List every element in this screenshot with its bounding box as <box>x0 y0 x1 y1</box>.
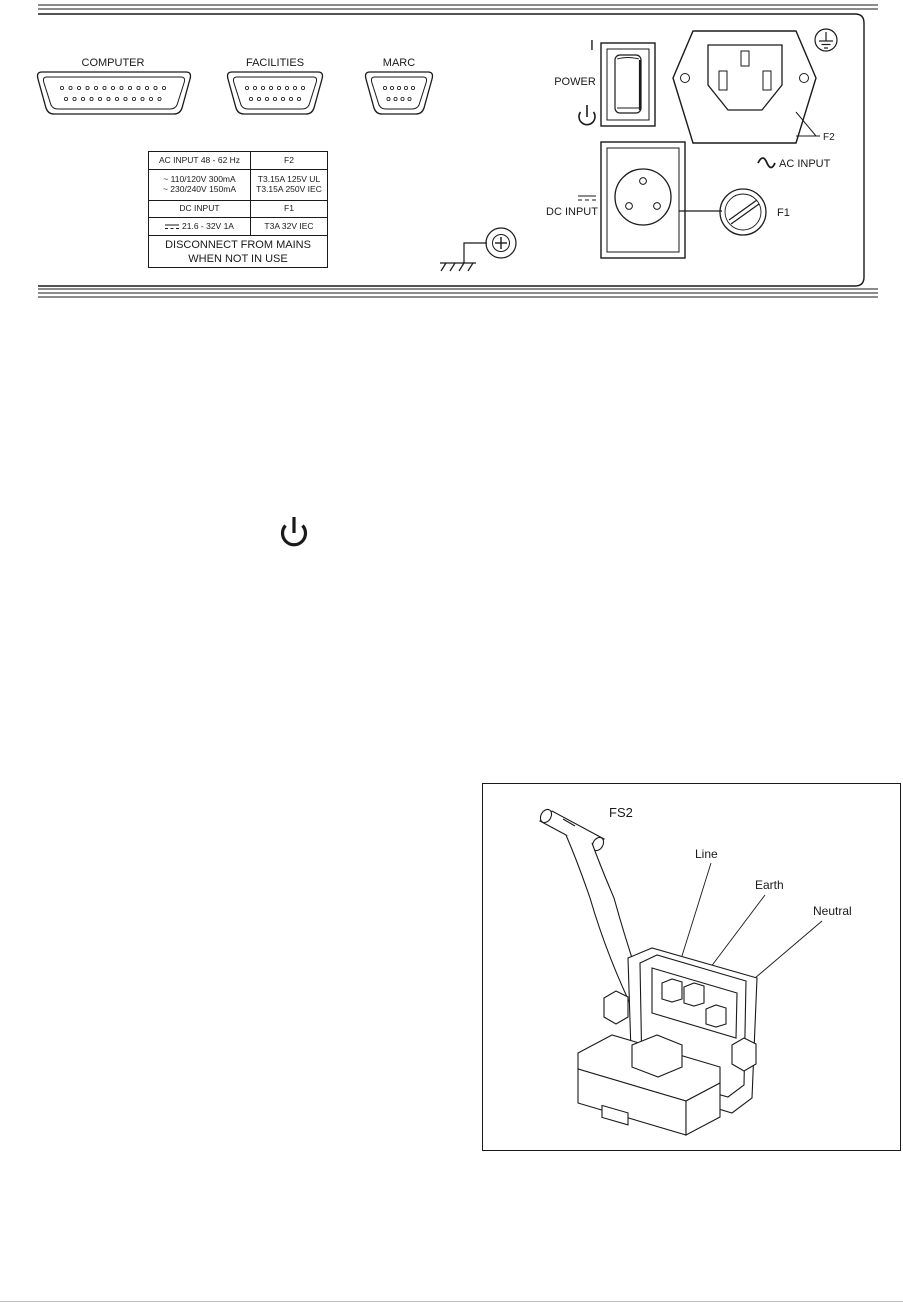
switch-on-symbol: I <box>589 37 595 54</box>
iec-ac-inlet <box>673 31 820 143</box>
rating-row-ac-values <box>149 170 327 201</box>
rating-row-dc <box>149 201 327 218</box>
rating-row-ac <box>149 152 327 170</box>
dc-fuse-label: F1 <box>777 207 790 219</box>
marc-connector <box>366 72 433 114</box>
dc-input-connector <box>601 142 722 258</box>
marc-label: MARC <box>382 57 416 69</box>
ac-input-label: AC INPUT <box>779 158 831 170</box>
rating-cell-ac-input: AC INPUT 48 - 62 Hz <box>149 152 251 169</box>
dc-symbol-icon-small <box>165 224 179 230</box>
page-bottom-rule <box>0 1301 903 1302</box>
rating-cell-ac-voltages: ~ 110/120V 300mA ~ 230/240V 150mA <box>149 170 251 200</box>
line-label: Line <box>695 847 718 861</box>
computer-connector <box>38 72 191 114</box>
facilities-label: FACILITIES <box>245 57 305 69</box>
power-switch-standby-icon <box>579 105 595 125</box>
dc-symbol-icon <box>578 196 596 200</box>
rating-cell-f1-fuse: T3A 32V IEC <box>264 220 314 231</box>
rating-cell-f2: F2 <box>284 154 294 165</box>
rating-cell-f1: F1 <box>284 203 294 214</box>
rating-label-table <box>148 151 328 268</box>
earth-label: Earth <box>755 878 784 892</box>
ac-fuse-label: F2 <box>823 132 835 143</box>
neutral-label: Neutral <box>813 904 852 918</box>
dc-input-label: DC INPUT <box>546 206 598 218</box>
protective-earth-icon <box>815 29 837 51</box>
computer-label: COMPUTER <box>81 57 145 69</box>
power-label: POWER <box>554 76 596 88</box>
rating-dc-voltage-text: 21.6 - 32V 1A <box>182 220 234 231</box>
ac-wave-icon <box>758 158 775 168</box>
power-rocker-switch <box>601 43 655 126</box>
rating-cell-dc-voltage <box>149 218 251 235</box>
ground-screw <box>486 228 516 258</box>
f1-fuse-holder <box>720 189 766 235</box>
power-standby-icon <box>272 512 316 556</box>
fs2-label: FS2 <box>609 805 633 820</box>
facilities-connector <box>228 72 323 114</box>
chassis-ground-icon <box>440 243 487 271</box>
rating-cell-f2-fuses: T3.15A 125V UL T3.15A 250V IEC <box>256 174 322 194</box>
rating-cell-dc-input: DC INPUT <box>149 201 251 217</box>
rear-panel-diagram <box>0 0 903 310</box>
rating-row-dc-values <box>149 218 327 236</box>
rating-warning: DISCONNECT FROM MAINS WHEN NOT IN USE <box>165 239 311 265</box>
fuse-replacement-diagram <box>482 783 901 1151</box>
